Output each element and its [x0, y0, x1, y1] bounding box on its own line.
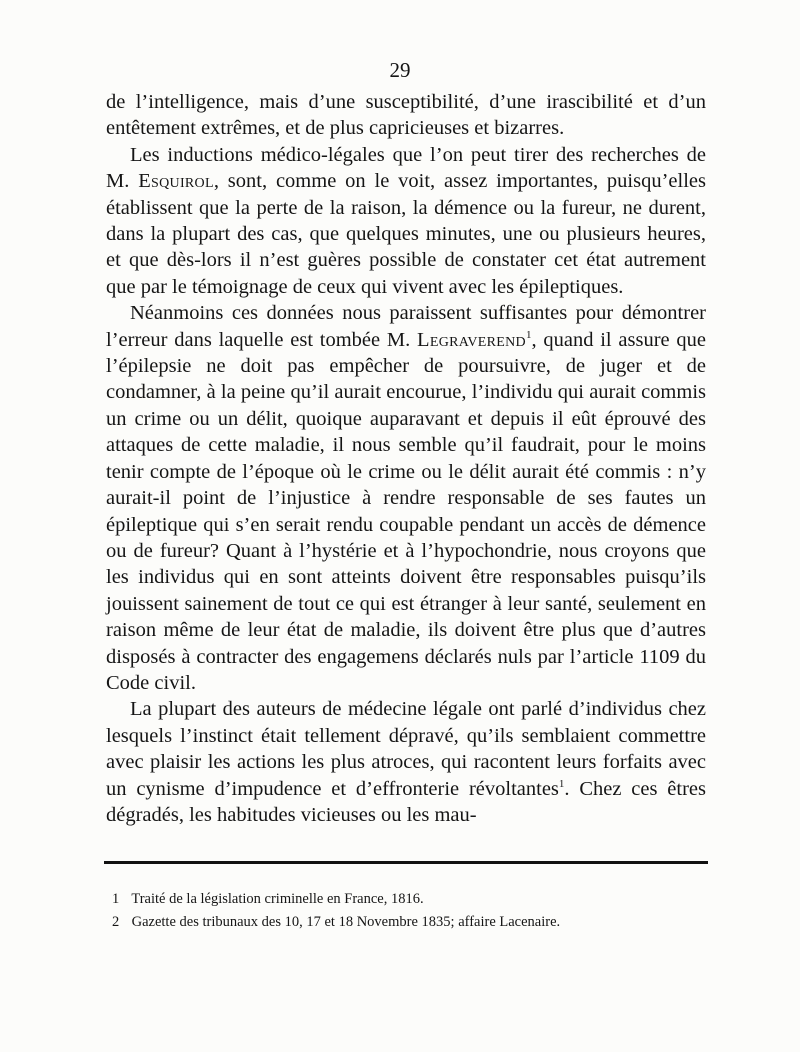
footnote-reference: 1 — [558, 777, 565, 790]
footnote-number: 2 — [112, 914, 120, 930]
author-name: Esquirol — [138, 170, 214, 193]
footnote-number: 1 — [112, 891, 120, 907]
paragraph — [106, 300, 706, 696]
paragraph-text: , quand il assure que l’épilepsie ne doit pas empêcher de poursuivre, de juger et de condamner, à la peine qu’il aurait encourue, l’individu qui aurait commis un crime ou un délit, quoique auparavant et depuis il eût éprouvé des attaques de cette maladie, il nous semble qu’il faudrait, pour le moins tenir compte de l’époque où le crime ou le délit aurait été commis : n’y aurait-il point de l’injustice à rendre responsable de ses fautes un épileptique qui s’en serait rendu coupable pendant un accès de démence ou de fureur? Quant à l’hystérie et à l’hypochondrie, nous croyons que les individus qui en sont atteints doivent être responsables puisqu’ils jouissent sainement de tout ce qui est étranger à leur santé, seulement en raison même de leur état de maladie, ils doivent être plus que d’autres disposés à contracter des engagemens déclarés nuls par l’article 1109 du Code civil. — [106, 328, 707, 694]
footnote-text: Traité de la législation criminelle en France, 1816. — [131, 891, 424, 907]
paragraph-text: La plupart des auteurs de médecine légale ont parlé d’individus chez lesquels l’instinct était tellement dépravé, qu’ils semblaient commettre avec plaisir les actions les plus atroces, qui racontent leurs forfaits avec un cynisme d’impudence et d’effronterie révoltantes — [106, 698, 706, 800]
page-number: 29 — [389, 58, 411, 82]
author-name: Legraverend — [417, 328, 526, 351]
paragraph-text: de l’intelligence, mais d’une susceptibilité, d’une irascibilité et d’un entêtement extrêmes, et de plus capricieuses et bizarres. — [106, 91, 706, 140]
footnote — [112, 888, 710, 911]
footnote-reference: 1 — [525, 328, 532, 341]
footnote-text: Gazette des tribunaux des 10, 17 et 18 Novembre 1835; affaire Lacenaire. — [131, 914, 561, 930]
footnotes — [112, 888, 710, 934]
paragraph-text: , sont, comme on le voit, assez importantes, puisqu’elles établissent que la perte de la raison, la démence ou la fureur, ne durent, dans la plupart des cas, que quelques minutes, une ou plusieurs heures, et que dès-lors il n’est guères possible de constater cet état autrement que par le témoignage de ceux qui vivent avec les épileptiques. — [106, 170, 706, 298]
paragraph-text: . Chez ces êtres dégradés, les habitudes vicieuses ou les mau- — [106, 777, 707, 826]
paragraph — [106, 89, 706, 142]
paragraph-text: Les inductions médico-légales que l’on peut tirer des recherches de M. — [106, 143, 706, 193]
paragraph — [106, 696, 706, 828]
footnote — [112, 911, 710, 934]
body-text — [106, 89, 706, 828]
paragraph — [106, 142, 706, 300]
paragraph-text: Néanmoins ces données nous paraissent suffisantes pour démontrer l’erreur dans laquelle est tombée M. — [106, 302, 706, 351]
footnote-divider — [104, 861, 708, 864]
